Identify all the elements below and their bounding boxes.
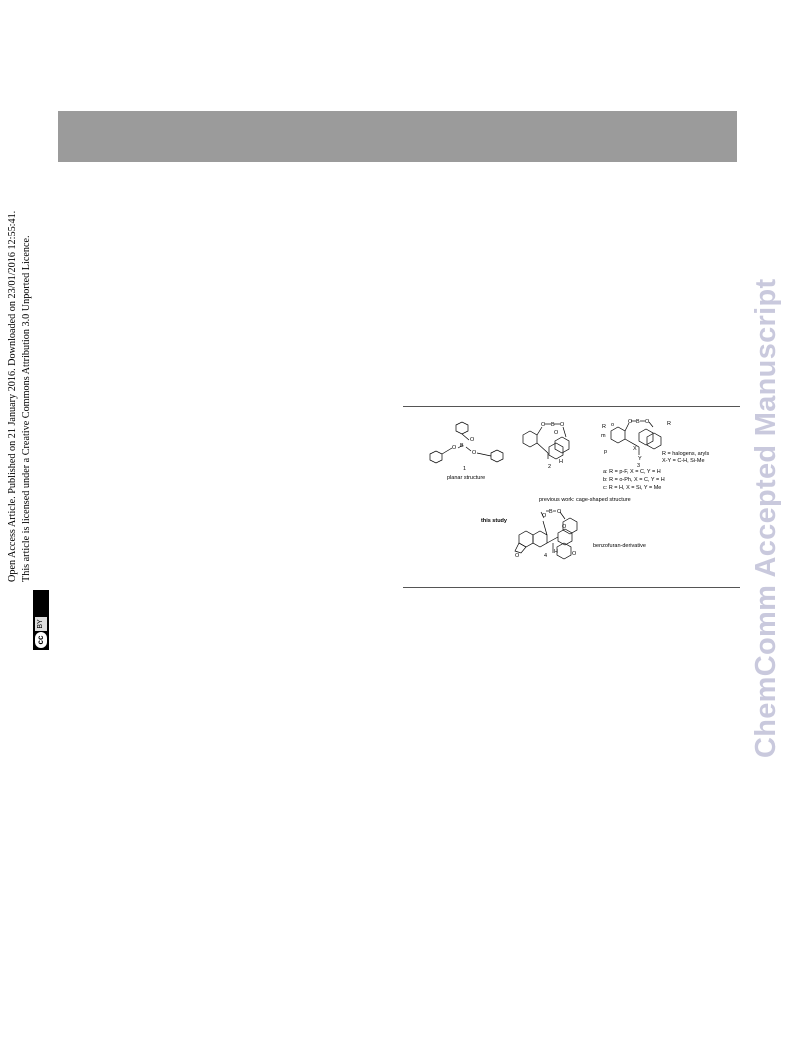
compound-1-atom-b: B [460, 443, 464, 449]
compound-4-atom-h: H [554, 549, 558, 555]
compound-2-structure [523, 424, 569, 459]
compound-2-atom-o1: O [541, 422, 546, 428]
compound-3-atom-b: B [636, 419, 640, 425]
compound-3-atom-o1: O [628, 419, 633, 425]
compound-3-number: 3 [637, 463, 641, 469]
compound-1-number: 1 [463, 466, 467, 472]
accepted-manuscript-watermark [742, 0, 792, 760]
compound-1-atom-o2: O [452, 445, 457, 451]
xy-definition: X-Y = C-H, Si-Me [662, 458, 705, 464]
publication-notice: Open Access Article. Published on 21 January 2016. Downloaded on 23/01/2016 12:55:41. [7, 210, 18, 582]
compound-3-atom-r1: R [602, 424, 606, 430]
variant-a: a: R = p-F, X = C, Y = H [603, 469, 661, 475]
license-notice[interactable]: This article is licensed under a Creative Commons Attribution 3.0 Unported Licence. [21, 235, 32, 582]
compound-4-atom-o1: O [542, 513, 547, 519]
compound-2-atom-o2: O [560, 422, 565, 428]
compound-3-atom-x: X [633, 446, 637, 452]
compound-3-position-m: m [601, 433, 606, 439]
variant-c: c: R = H, X = Si, Y = Me [603, 485, 662, 491]
compound-4-furan-o2: O [572, 551, 577, 557]
compound-2-atom-o3: O [554, 430, 559, 436]
attribution-icon: BY [35, 617, 47, 631]
compound-3-atom-r2: R [667, 421, 671, 427]
compound-3-atom-o2: O [645, 419, 650, 425]
compound-4-atom-o3: O [562, 524, 567, 530]
compound-1-caption: planar structure [447, 475, 486, 481]
r-definition: R = halogens, aryls [662, 451, 710, 457]
compound-1-structure [430, 422, 503, 463]
compound-3-position-o: o [611, 422, 615, 428]
variant-b: b: R = o-Ph, X = C, Y = H [603, 477, 665, 483]
header-bar [58, 111, 737, 162]
cc-by-license-badge[interactable] [33, 590, 49, 650]
compound-4-furan-o: O [515, 553, 520, 559]
figure-bottom-rule [403, 587, 740, 588]
creative-commons-icon: cc [35, 632, 47, 648]
watermark-text: ChemComm Accepted Manuscript [750, 278, 782, 758]
this-study-label: this study [481, 518, 507, 524]
benzofuran-label: benzofuran-derivative [593, 543, 646, 549]
compound-4-atom-o2: O [557, 509, 562, 515]
open-access-notice [0, 0, 44, 660]
compound-4-number: 4 [544, 553, 548, 559]
compound-2-number: 2 [548, 464, 552, 470]
compound-4-atom-b: B [549, 509, 553, 515]
chemical-structures-figure [403, 407, 740, 587]
compound-1-atom-o1: O [470, 437, 475, 443]
compound-3-atom-y: Y [638, 456, 642, 462]
compound-2-atom-h: H [559, 459, 563, 465]
compound-2-atom-b: B [551, 422, 555, 428]
compound-1-atom-o3: O [472, 450, 477, 456]
structures-drawing [403, 407, 740, 587]
previous-work-caption: previous work: cage-shaped structure [539, 497, 631, 503]
compound-3-position-p: p [604, 449, 608, 455]
